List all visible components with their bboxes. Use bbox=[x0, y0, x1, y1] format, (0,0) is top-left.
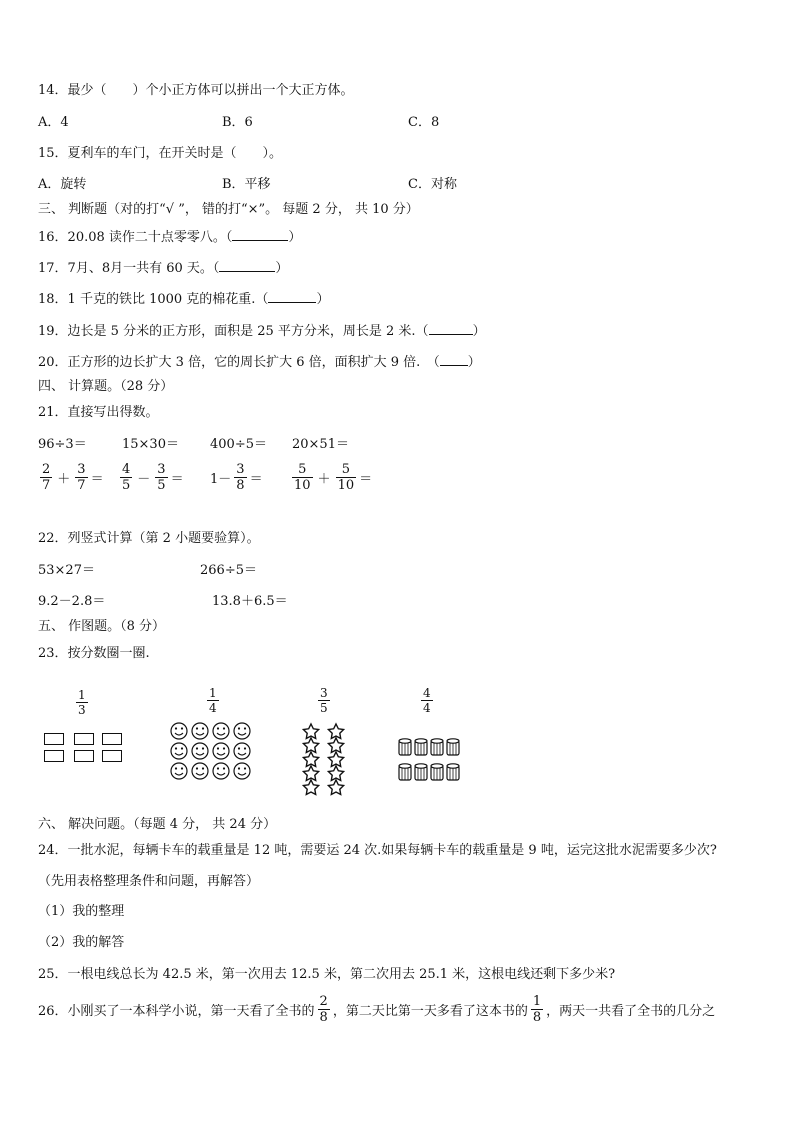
denominator: 5 bbox=[320, 701, 328, 715]
q14-option-a: A．4 bbox=[38, 115, 69, 130]
smiley-face-icon[interactable] bbox=[192, 723, 208, 739]
denominator: 5 bbox=[122, 478, 131, 493]
denominator: 4 bbox=[423, 701, 431, 715]
smiley-face-icon[interactable] bbox=[234, 763, 250, 779]
answer-blank bbox=[440, 353, 468, 366]
rectangle-icon[interactable] bbox=[74, 750, 94, 762]
q20-text: 20．正方形的边长扩大 3 倍，它的周长扩大 6 倍，面积扩大 9 倍. （ bbox=[38, 355, 440, 370]
numerator: 1 bbox=[532, 994, 542, 1009]
answer-blank bbox=[429, 322, 473, 335]
q19-text: 19．边长是 5 分米的正方形，面积是 25 平方分米，周长是 2 米.（ bbox=[38, 324, 429, 339]
rectangle-icon[interactable] bbox=[44, 733, 64, 745]
denominator: 8 bbox=[236, 478, 245, 493]
cylinder-icon[interactable] bbox=[447, 764, 459, 780]
question-24: 24．一批水泥，每辆卡车的载重量是 12 吨，需要运 24 次.如果每辆卡车的载重量是 9 吨，运完这批水泥需要多少次? bbox=[38, 843, 717, 858]
fraction bbox=[40, 462, 52, 493]
operator: － bbox=[137, 472, 151, 487]
q14-option-b: B．6 bbox=[222, 115, 253, 130]
smiley-face-icon[interactable] bbox=[213, 723, 229, 739]
q18-close: ） bbox=[316, 292, 330, 307]
question-17 bbox=[38, 259, 288, 278]
smiley-face-icon[interactable] bbox=[213, 743, 229, 759]
smiley-face-icon[interactable] bbox=[171, 723, 187, 739]
question-18 bbox=[38, 290, 329, 309]
star-icon[interactable] bbox=[303, 724, 318, 738]
star-icon[interactable] bbox=[328, 752, 343, 766]
calc-expression: 53×27＝ bbox=[38, 563, 95, 578]
denominator: 7 bbox=[42, 478, 51, 493]
numerator: 3 bbox=[320, 686, 328, 700]
answer-blank bbox=[219, 259, 275, 272]
section-5-heading: 五、 作图题。（8 分） bbox=[38, 619, 166, 634]
rectangle-icon[interactable] bbox=[102, 750, 122, 762]
cylinder-icon[interactable] bbox=[447, 739, 459, 755]
smiley-face-icon[interactable] bbox=[234, 743, 250, 759]
operator: ＋ bbox=[57, 472, 71, 487]
equals: ＝ bbox=[249, 472, 263, 487]
denominator: 7 bbox=[77, 478, 86, 493]
question-14: 14．最少（ ）个小正方体可以拼出一个大正方体。 bbox=[38, 83, 354, 98]
smiley-face-icon[interactable] bbox=[192, 743, 208, 759]
question-19 bbox=[38, 322, 486, 341]
denominator: 10 bbox=[337, 478, 355, 493]
rectangle-icon[interactable] bbox=[74, 733, 94, 745]
q26-text-start: 26．小刚买了一本科学小说，第一天看了全书的 bbox=[38, 1004, 315, 1019]
figure-fraction-3-5 bbox=[316, 686, 332, 715]
numerator: 3 bbox=[236, 462, 245, 477]
rectangle-icon[interactable] bbox=[102, 733, 122, 745]
q17-close: ） bbox=[275, 261, 289, 276]
fraction bbox=[120, 462, 132, 493]
numerator: 3 bbox=[77, 462, 86, 477]
fraction-expression bbox=[290, 462, 372, 493]
calc-expression: 20×51＝ bbox=[292, 437, 349, 452]
star-icon[interactable] bbox=[328, 766, 343, 780]
cylinder-icon[interactable] bbox=[415, 764, 427, 780]
denominator: 5 bbox=[157, 478, 166, 493]
question-15: 15．夏利车的车门，在开关时是（ ）。 bbox=[38, 146, 283, 161]
fraction bbox=[234, 462, 246, 493]
numerator: 4 bbox=[423, 686, 431, 700]
denominator: 4 bbox=[209, 701, 217, 715]
numerator: 5 bbox=[341, 462, 350, 477]
section-4-heading: 四、 计算题。（28 分） bbox=[38, 379, 174, 394]
calc-expression: 15×30＝ bbox=[122, 437, 179, 452]
star-icon[interactable] bbox=[303, 766, 318, 780]
q19-close: ） bbox=[472, 324, 486, 339]
fraction-expression bbox=[210, 462, 263, 493]
q26-text-middle: ，第二天比第一天多看了这本书的 bbox=[332, 1004, 528, 1019]
numerator: 2 bbox=[319, 994, 328, 1009]
q15-option-a: A．旋转 bbox=[38, 177, 87, 192]
q24-part-2: （2）我的解答 bbox=[38, 935, 125, 950]
q18-text: 18．1 千克的铁比 1000 克的棉花重.（ bbox=[38, 292, 269, 307]
operand: 1－ bbox=[210, 472, 232, 487]
smiley-face-icon[interactable] bbox=[234, 723, 250, 739]
question-16 bbox=[38, 228, 301, 247]
fraction bbox=[75, 462, 87, 493]
cylinder-icon[interactable] bbox=[399, 739, 411, 755]
star-icon[interactable] bbox=[328, 780, 343, 794]
numerator: 4 bbox=[122, 462, 131, 477]
q24-part-1: （1）我的整理 bbox=[38, 904, 125, 919]
figure-fraction-1-3 bbox=[74, 688, 90, 717]
question-25: 25．一根电线总长为 42.5 米，第一次用去 12.5 米，第二次用去 25.1 米，这根电线还剩下多少米? bbox=[38, 967, 616, 982]
equals: ＝ bbox=[170, 472, 184, 487]
denominator: 8 bbox=[319, 1010, 328, 1025]
numerator: 2 bbox=[42, 462, 51, 477]
fraction bbox=[318, 994, 330, 1025]
smiley-face-icon[interactable] bbox=[213, 763, 229, 779]
smiley-face-icon[interactable] bbox=[171, 743, 187, 759]
fraction bbox=[531, 994, 543, 1025]
cylinder-icon[interactable] bbox=[415, 739, 427, 755]
denominator: 10 bbox=[294, 478, 311, 493]
q24-note: （先用表格整理条件和问题，再解答） bbox=[38, 874, 260, 889]
smiley-face-icon[interactable] bbox=[192, 763, 208, 779]
star-icon[interactable] bbox=[303, 738, 318, 752]
answer-blank bbox=[232, 228, 288, 241]
q16-close: ） bbox=[288, 230, 302, 245]
calc-expression: 400÷5＝ bbox=[210, 437, 267, 452]
calc-expression: 96÷3＝ bbox=[38, 437, 87, 452]
answer-blank bbox=[268, 290, 316, 303]
star-icon[interactable] bbox=[328, 738, 343, 752]
star-icon[interactable] bbox=[303, 780, 318, 794]
question-21: 21．直接写出得数。 bbox=[38, 405, 159, 420]
cylinder-icon[interactable] bbox=[431, 764, 443, 780]
q20-close: ） bbox=[467, 355, 481, 370]
star-icon[interactable] bbox=[328, 724, 343, 738]
equals: ＝ bbox=[359, 472, 373, 487]
calc-expression: 9.2－2.8＝ bbox=[38, 594, 106, 609]
question-26 bbox=[38, 994, 715, 1025]
cylinder-icon[interactable] bbox=[399, 764, 411, 780]
smiley-face-icon[interactable] bbox=[171, 763, 187, 779]
cylinder-icon[interactable] bbox=[431, 739, 443, 755]
q17-text: 17．7月、8月一共有 60 天。（ bbox=[38, 261, 220, 276]
question-23: 23．按分数圈一圈. bbox=[38, 646, 150, 661]
q14-option-c: C．8 bbox=[408, 115, 440, 130]
q26-text-end: ，两天一共看了全书的几分之 bbox=[546, 1004, 716, 1019]
fraction-expression bbox=[118, 462, 184, 493]
q16-text: 16．20.08 读作二十点零零八。（ bbox=[38, 230, 233, 245]
numerator: 1 bbox=[78, 688, 86, 702]
operator: ＋ bbox=[317, 472, 331, 487]
calc-expression: 13.8＋6.5＝ bbox=[212, 594, 288, 609]
section-3-heading: 三、 判断题（对的打“√ ”， 错的打“×”。 每题 2 分， 共 10 分） bbox=[38, 202, 419, 217]
fraction bbox=[155, 462, 167, 493]
section-6-heading: 六、 解决问题。（每题 4 分， 共 24 分） bbox=[38, 817, 277, 832]
denominator: 3 bbox=[78, 703, 86, 717]
numerator: 5 bbox=[298, 462, 307, 477]
question-22: 22．列竖式计算（第 2 小题要验算）。 bbox=[38, 531, 260, 546]
q15-option-b: B．平移 bbox=[222, 177, 271, 192]
calc-expression: 266÷5＝ bbox=[200, 563, 257, 578]
numerator: 3 bbox=[157, 462, 166, 477]
fraction-expression bbox=[38, 462, 104, 493]
star-icon[interactable] bbox=[303, 752, 318, 766]
fraction bbox=[336, 462, 357, 493]
q15-option-c: C．对称 bbox=[408, 177, 457, 192]
figure-fraction-4-4 bbox=[419, 686, 435, 715]
numerator: 1 bbox=[209, 686, 217, 700]
denominator: 8 bbox=[532, 1010, 542, 1025]
fraction bbox=[292, 462, 313, 493]
figure-fraction-1-4 bbox=[205, 686, 221, 715]
equals: ＝ bbox=[90, 472, 104, 487]
smiley-faces-group bbox=[0, 0, 1, 1]
rectangle-icon[interactable] bbox=[44, 750, 64, 762]
question-20 bbox=[38, 353, 481, 372]
